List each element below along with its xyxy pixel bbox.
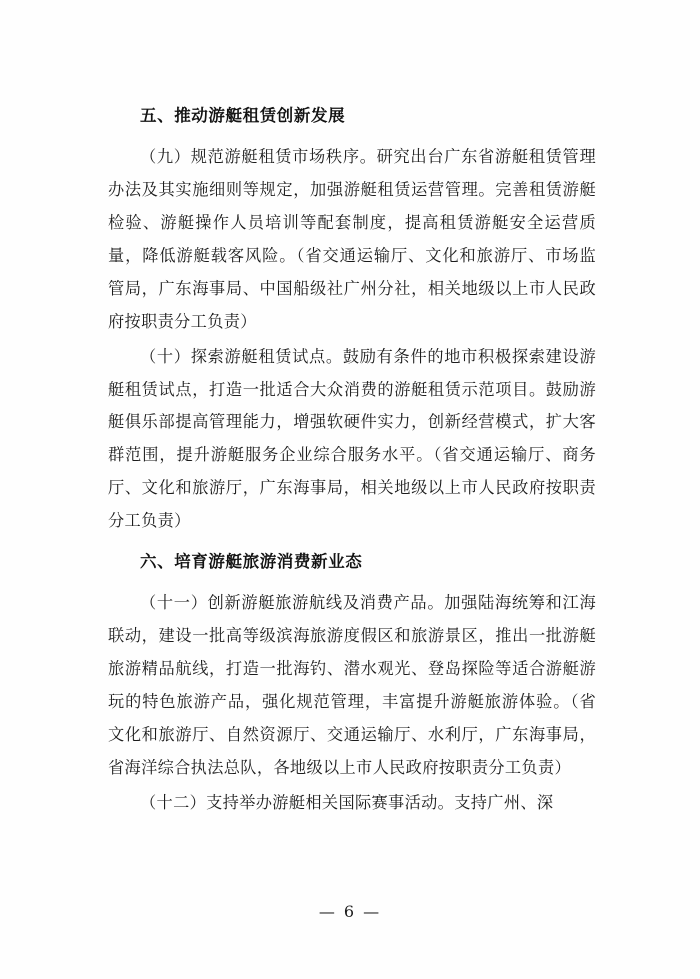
section-heading-five: 五、推动游艇租赁创新发展 <box>140 106 346 125</box>
section-heading-six: 六、培育游艇旅游消费新业态 <box>140 552 363 572</box>
paragraph-item-twelve: （十二）支持举办游艇相关国际赛事活动。支持广州、深 <box>140 792 554 812</box>
page-number: — 6 — <box>318 902 382 921</box>
page-content <box>108 100 596 822</box>
page-footer <box>0 902 700 921</box>
paragraph-item-ten: （十）探索游艇租赁试点。鼓励有条件的地市积极探索建设游艇租赁试点，打造一批适合大众消费的游艇租赁示范项目。鼓励游艇俱乐部提高管理能力，增强软硬件实力，创新经营模式，扩大客群范围，提升游艇服务企业综合服务水平。（省交通运输厅、商务厅、文化和旅游厅，广东海事局，相关地级以上市人民政府按职责分工负责） <box>108 346 596 531</box>
paragraph-item-eleven: （十一）创新游艇旅游航线及消费产品。加强陆海统筹和江海联动，建设一批高等级滨海旅游度假区和旅游景区，推出一批游艇旅游精品航线，打造一批海钓、潜水观光、登岛探险等适合游艇游玩的特色旅游产品，强化规范管理，丰富提升游艇旅游体验。（省文化和旅游厅、自然资源厅、交通运输厅、水利厅，广东海事局，省海洋综合执法总队，各地级以上市人民政府按职责分工负责） <box>108 593 596 777</box>
paragraph-item-nine: （九）规范游艇租赁市场秩序。研究出台广东省游艇租赁管理办法及其实施细则等规定，加强游艇租赁运营管理。完善租赁游艇检验、游艇操作人员培训等配套制度，提高租赁游艇安全运营质量，降低游艇载客风险。（省交通运输厅、文化和旅游厅、市场监管局，广东海事局、中国船级社广州分社，相关地级以上市人民政府按职责分工负责） <box>108 147 596 331</box>
